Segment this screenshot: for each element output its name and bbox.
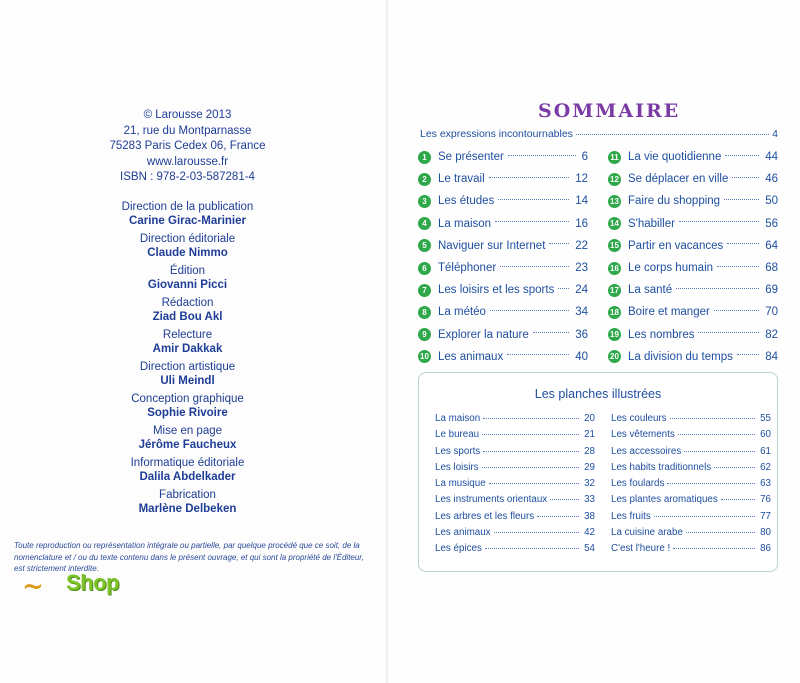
planche-page: 54	[584, 543, 595, 555]
planche-label: Les accessoires	[611, 445, 682, 457]
leader-dots	[667, 483, 755, 484]
toc-column-right	[608, 146, 778, 368]
credit-person: Marlène Delbeken	[138, 502, 237, 515]
planche-page: 42	[584, 527, 595, 539]
planche-entry[interactable]	[611, 413, 771, 429]
planche-entry[interactable]	[611, 543, 771, 559]
planche-entry[interactable]	[611, 446, 771, 462]
leader-dots	[495, 221, 569, 222]
planche-label: Les loisirs	[435, 461, 479, 473]
toc-entry[interactable]	[418, 146, 588, 168]
credit-entry	[100, 264, 275, 292]
credit-entry	[100, 232, 275, 260]
leader-dots	[508, 155, 576, 156]
planches-box	[418, 372, 778, 572]
leader-dots	[494, 532, 580, 533]
planche-page: 60	[760, 429, 771, 441]
credit-entry	[100, 360, 275, 388]
toc-entry-label: Faire du shopping	[628, 195, 721, 208]
imprint-block	[100, 108, 275, 516]
planche-label: Les vêtements	[611, 429, 675, 441]
leader-dots	[670, 418, 756, 419]
credit-person: Claude Nimmo	[147, 246, 228, 259]
planche-entry[interactable]	[435, 478, 595, 494]
planche-page: 76	[760, 494, 771, 506]
credit-entry	[100, 456, 275, 484]
credits-list	[100, 200, 275, 516]
chapter-number-badge: 20	[608, 350, 621, 363]
leader-dots	[673, 548, 755, 549]
toc-entry[interactable]	[418, 301, 588, 323]
chapter-number-badge: 9	[418, 328, 431, 341]
chapter-number-badge: 7	[418, 284, 431, 297]
leader-dots	[550, 499, 579, 500]
chapter-number-badge: 14	[608, 217, 621, 230]
planche-label: Les sports	[435, 445, 481, 457]
chapter-number-badge: 15	[608, 239, 621, 252]
planche-entry[interactable]	[435, 543, 595, 559]
toc-entry-label: S'habiller	[628, 217, 675, 230]
credit-role: Informatique éditoriale	[130, 456, 245, 469]
chapter-number-badge: 17	[608, 284, 621, 297]
credit-role: Direction éditoriale	[139, 232, 236, 245]
credit-role: Direction artistique	[139, 360, 236, 373]
planche-entry[interactable]	[435, 462, 595, 478]
planche-entry[interactable]	[611, 494, 771, 510]
chapter-number-badge: 2	[418, 173, 431, 186]
toc-entry-label: Le travail	[438, 173, 485, 186]
credit-entry	[100, 488, 275, 516]
leader-dots	[721, 499, 755, 500]
toc-entry[interactable]	[608, 346, 778, 368]
leader-dots	[507, 354, 569, 355]
toc-entry-page: 12	[575, 173, 588, 186]
leader-dots	[679, 221, 759, 222]
planche-label: Les habits traditionnels	[611, 461, 712, 473]
toc-entry-label: Partir en vacances	[628, 239, 724, 252]
credit-role: Conception graphique	[131, 392, 244, 405]
planche-entry[interactable]	[435, 511, 595, 527]
chapter-number-badge: 1	[418, 151, 431, 164]
toc-entry-label: Naviguer sur Internet	[438, 239, 546, 252]
toc-entry-page: 82	[765, 328, 778, 341]
toc-entry-page: 6	[581, 151, 588, 164]
toc-entry[interactable]	[418, 279, 588, 301]
leader-dots	[482, 434, 579, 435]
toc-entry-page: 40	[575, 350, 588, 363]
toc-entry-label: Les études	[438, 195, 495, 208]
toc-entry[interactable]	[418, 190, 588, 212]
leader-dots	[737, 354, 759, 355]
toc-entry-page: 36	[575, 328, 588, 341]
leader-dots	[727, 243, 759, 244]
leader-dots	[483, 418, 579, 419]
leader-dots	[725, 155, 759, 156]
leader-dots	[533, 332, 569, 333]
credit-person: Amir Dakkak	[152, 342, 223, 355]
leader-dots	[732, 177, 759, 178]
toc-entry-page: 14	[575, 195, 588, 208]
credit-role: Relecture	[162, 328, 213, 341]
planche-page: 63	[760, 478, 771, 490]
planche-page: 86	[760, 543, 771, 555]
leader-dots	[489, 483, 579, 484]
toc-entry[interactable]	[418, 213, 588, 235]
planche-entry[interactable]	[611, 511, 771, 527]
planche-label: Les épices	[435, 543, 482, 555]
planche-label: La musique	[435, 478, 486, 490]
legal-notice: Toute reproduction ou représentation intégrale ou partielle, par quelque procédé que ce soit, de la nomenclature et / ou du texte contenu dans le présent ouvrage, et qui sont la propriété de l'Éditeur, est strictement interdite.	[14, 541, 364, 573]
planche-page: 29	[584, 461, 595, 473]
planche-label: Les couleurs	[611, 413, 667, 424]
toc-entry[interactable]	[418, 257, 588, 279]
toc-entry-label: La météo	[438, 306, 486, 319]
toc-entry-label: La maison	[438, 217, 492, 230]
leader-dots	[684, 451, 755, 452]
planche-entry[interactable]	[435, 446, 595, 462]
planches-column-right	[611, 413, 771, 560]
intro-label: Les expressions incontournables	[420, 128, 573, 140]
credit-person: Giovanni Picci	[147, 278, 228, 291]
toc-entry-page: 24	[575, 284, 588, 297]
credit-person: Carine Girac-Marinier	[129, 214, 246, 227]
planche-label: La cuisine arabe	[611, 527, 683, 539]
credit-entry	[100, 392, 275, 420]
intro-page: 4	[772, 128, 778, 140]
chapter-number-badge: 13	[608, 195, 621, 208]
chapter-number-badge: 6	[418, 262, 431, 275]
toc-entry-page: 69	[765, 284, 778, 297]
toc-entry-label: La vie quotidienne	[628, 151, 722, 164]
credit-entry	[100, 200, 275, 228]
toc-entry[interactable]	[608, 190, 778, 212]
credit-entry	[100, 424, 275, 452]
toc-entry[interactable]	[608, 324, 778, 346]
toc-entry-label: La division du temps	[628, 350, 733, 363]
toc-entry-page: 22	[575, 239, 588, 252]
leader-dots	[500, 266, 569, 267]
leader-dots	[678, 434, 755, 435]
planche-label: Les fruits	[611, 510, 651, 522]
leader-dots	[485, 548, 579, 549]
toc-entry-page: 50	[765, 195, 778, 208]
chapter-number-badge: 5	[418, 239, 431, 252]
toc-entry-page: 23	[575, 262, 588, 275]
chapter-number-badge: 19	[608, 328, 621, 341]
leader-dots	[498, 199, 569, 200]
leader-dots	[558, 288, 569, 289]
planche-label: Les foulards	[611, 478, 665, 490]
leader-dots	[482, 467, 580, 468]
planche-entry[interactable]	[611, 478, 771, 494]
planche-entry[interactable]	[435, 413, 595, 429]
planche-entry[interactable]	[611, 429, 771, 445]
planche-page: 20	[584, 413, 595, 424]
leader-dots	[714, 467, 755, 468]
toc-entry-page: 70	[765, 306, 778, 319]
credit-role: Fabrication	[159, 488, 216, 501]
address-line-2: 75283 Paris Cedex 06, France	[109, 140, 266, 152]
leader-dots	[654, 516, 755, 517]
planche-page: 80	[760, 527, 771, 539]
planches-column-left	[435, 413, 595, 560]
toc-entry[interactable]	[418, 235, 588, 257]
copyright: © Larousse 2013	[143, 109, 232, 121]
toc-entry-label: Les loisirs et les sports	[438, 284, 555, 297]
website: www.larousse.fr	[146, 155, 229, 168]
toc-entry-label: Téléphoner	[438, 262, 497, 275]
isbn: ISBN : 978-2-03-587281-4	[120, 171, 255, 183]
toc-entry[interactable]	[608, 235, 778, 257]
credit-role: Rédaction	[161, 296, 214, 309]
leader-dots	[490, 310, 569, 311]
planche-label: C'est l'heure !	[611, 543, 671, 555]
planche-entry[interactable]	[435, 429, 595, 445]
toc-entry-page: 84	[765, 350, 778, 363]
chapter-number-badge: 3	[418, 195, 431, 208]
toc-entry-label: Boire et manger	[628, 306, 710, 319]
toc-entry-label: Explorer la nature	[438, 328, 529, 341]
leader-dots	[714, 310, 759, 311]
credit-role: Mise en page	[152, 424, 223, 437]
planche-entry[interactable]	[611, 527, 771, 543]
toc-entry[interactable]	[608, 301, 778, 323]
planche-page: 32	[584, 478, 595, 490]
toc-entry[interactable]	[608, 146, 778, 168]
leader-dots	[576, 134, 769, 135]
credit-person: Jérôme Faucheux	[138, 438, 237, 451]
toc-entry[interactable]	[418, 324, 588, 346]
toc-entry[interactable]	[608, 213, 778, 235]
leader-dots	[676, 288, 759, 289]
toc-entry-label: Le corps humain	[628, 262, 714, 275]
intro-entry	[420, 128, 778, 140]
toc-entry-page: 64	[765, 239, 778, 252]
credit-person: Ziad Bou Akl	[152, 310, 223, 323]
toc-entry-page: 46	[765, 173, 778, 186]
leader-dots	[549, 243, 569, 244]
credit-person: Dalila Abdelkader	[139, 470, 236, 483]
chapter-number-badge: 4	[418, 217, 431, 230]
toc-entry-page: 56	[765, 217, 778, 230]
planche-label: Les instruments orientaux	[435, 494, 548, 506]
planche-page: 33	[584, 494, 595, 506]
planche-page: 62	[760, 461, 771, 473]
toc-entry-page: 34	[575, 306, 588, 319]
toc-entry-label: Se présenter	[438, 151, 504, 164]
planche-page: 55	[760, 413, 771, 424]
planche-label: Le bureau	[435, 429, 480, 441]
planche-entry[interactable]	[435, 494, 595, 510]
toc-entry[interactable]	[608, 257, 778, 279]
leader-dots	[724, 199, 759, 200]
planche-page: 38	[584, 510, 595, 522]
planches-title: Les planches illustrées	[534, 387, 662, 401]
leader-dots	[686, 532, 755, 533]
credit-person: Sophie Rivoire	[147, 406, 228, 419]
chapter-number-badge: 12	[608, 173, 621, 186]
chapter-number-badge: 11	[608, 151, 621, 164]
chapter-number-badge: 18	[608, 306, 621, 319]
page-title: SOMMAIRE	[538, 100, 681, 122]
address-line-1: 21, rue du Montparnasse	[123, 124, 252, 137]
planche-entry[interactable]	[611, 462, 771, 478]
leader-dots	[489, 177, 570, 178]
credit-entry	[100, 296, 275, 324]
toc-entry-page: 16	[575, 217, 588, 230]
toc-entry[interactable]	[608, 279, 778, 301]
credit-role: Édition	[169, 264, 206, 277]
toc-entry-label: La santé	[628, 284, 673, 297]
toc-column-left	[418, 146, 588, 368]
toc-entry-page: 68	[765, 262, 778, 275]
toc-entry-label: Les animaux	[438, 350, 504, 363]
toc-entry-label: Les nombres	[628, 328, 695, 341]
chapter-number-badge: 8	[418, 306, 431, 319]
credit-person: Uli Meindl	[160, 374, 215, 387]
planche-label: La maison	[435, 413, 481, 424]
left-page	[0, 0, 388, 683]
planche-label: Les animaux	[435, 527, 491, 539]
shop-logo	[18, 566, 138, 600]
toc-entry-page: 44	[765, 151, 778, 164]
planche-label: Les plantes aromatiques	[611, 494, 718, 506]
chapter-number-badge: 10	[418, 350, 431, 363]
leader-dots	[483, 451, 579, 452]
credit-role: Direction de la publication	[121, 200, 254, 213]
planche-page: 61	[760, 445, 771, 457]
logo-swirl-icon: ~	[22, 572, 44, 602]
leader-dots	[698, 332, 759, 333]
planche-page: 77	[760, 510, 771, 522]
toc-entry[interactable]	[418, 346, 588, 368]
planche-label: Les arbres et les fleurs	[435, 510, 535, 522]
leader-dots	[717, 266, 759, 267]
planche-entry[interactable]	[435, 527, 595, 543]
credit-entry	[100, 328, 275, 356]
toc-entry[interactable]	[608, 168, 778, 190]
chapter-number-badge: 16	[608, 262, 621, 275]
planche-page: 28	[584, 445, 595, 457]
planche-page: 21	[584, 429, 595, 441]
toc-entry-label: Se déplacer en ville	[628, 173, 729, 186]
toc-entry[interactable]	[418, 168, 588, 190]
logo-text: Shop	[66, 570, 119, 595]
leader-dots	[537, 516, 579, 517]
